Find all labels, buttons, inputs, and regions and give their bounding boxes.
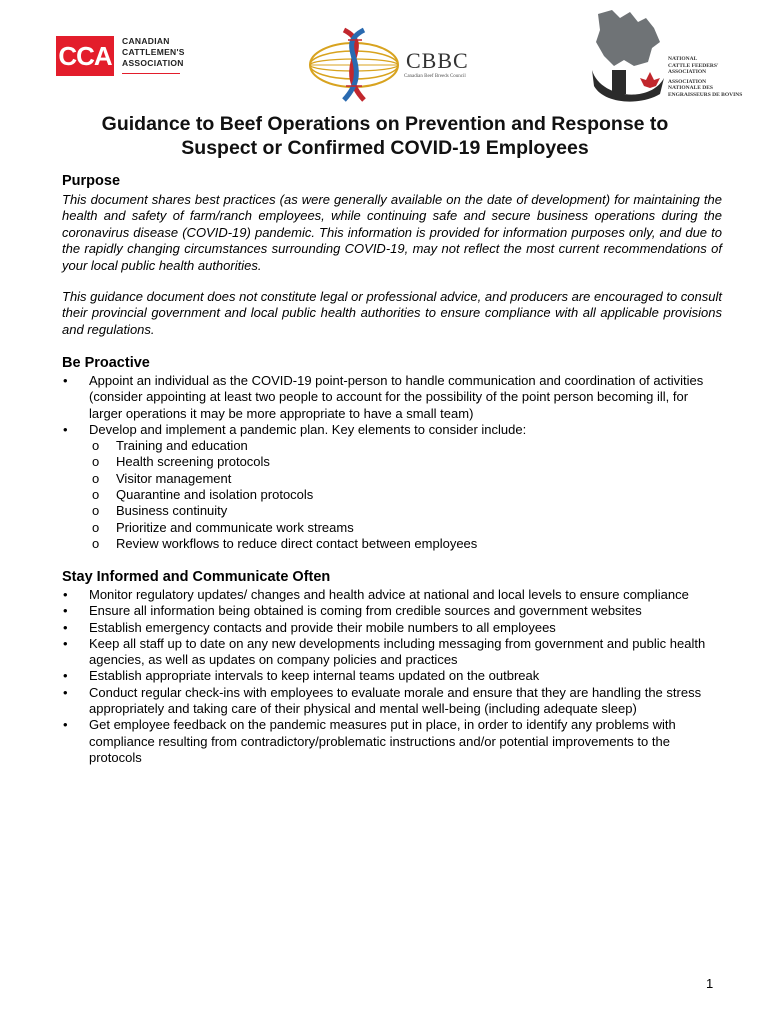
list-item: o Training and education bbox=[92, 438, 248, 454]
ncfa-logo bbox=[590, 8, 666, 109]
stay-informed-list bbox=[62, 587, 722, 766]
document-title bbox=[60, 112, 710, 160]
list-item: • Get employee feedback on the pandemic measures put in place, in order to identify any problems with compliance resulting from contradictory/problematic instructions and/or potential improvements to the protocols bbox=[63, 717, 676, 765]
be-proactive-list bbox=[62, 373, 722, 552]
list-item: o Visitor management bbox=[92, 470, 232, 486]
stay-informed-heading: Stay Informed and Communicate Often bbox=[62, 569, 331, 585]
pandemic-plan-sublist bbox=[89, 438, 722, 552]
cca-logo bbox=[56, 36, 185, 76]
list-item: o Prioritize and communicate work streams bbox=[92, 519, 354, 535]
purpose-paragraph-2: This guidance document does not constitute legal or professional advice, and producers are encouraged to consult their provincial government and local public health authorities to ensure compliance with all applicable provisions and regulations. bbox=[62, 289, 722, 337]
list-item: • Keep all staff up to date on any new developments including messaging from government and public health agencies, as well as updates on company policies and practices bbox=[63, 635, 706, 668]
purpose-heading: Purpose bbox=[62, 173, 121, 189]
cbbc-logo-name: Canadian Beef Breeds Council bbox=[404, 74, 466, 79]
list-item: o Business continuity bbox=[92, 503, 228, 519]
list-item: o Quarantine and isolation protocols bbox=[92, 487, 314, 503]
cca-logo-mark: CCA bbox=[56, 36, 114, 76]
list-item: • Establish appropriate intervals to keep internal teams updated on the outbreak bbox=[63, 668, 540, 684]
list-item: • Ensure all information being obtained is coming from credible sources and government websites bbox=[63, 603, 642, 619]
ncfa-logo-name: NATIONAL CATTLE FEEDERS' ASSOCIATION ASSOCIATION NATIONALE DES ENGRAISSEURS DE BOVINS bbox=[668, 56, 743, 98]
cbbc-logo bbox=[306, 26, 469, 109]
dna-helix-icon bbox=[306, 26, 406, 104]
list-item: • Appoint an individual as the COVID-19 point-person to handle communication and coordination of activities (consider appointing at least two people to account for the possibility of the point person becoming ill, for larger operations it may be more appropriate to have a small team) bbox=[63, 373, 704, 421]
title-line-1: Guidance to Beef Operations on Prevention and Response to bbox=[101, 113, 669, 135]
list-item: o Review workflows to reduce direct contact between employees bbox=[92, 535, 478, 551]
list-item: • Monitor regulatory updates/ changes and health advice at national and local levels to ensure compliance bbox=[63, 587, 689, 602]
purpose-paragraph-1: This document shares best practices (as were generally available on the date of development) for maintaining the health and safety of farm/ranch employees, while continuing safe and secure business operations during the coronavirus disease (COVID-19) pandemic. This information is provided for information purposes only, and due to the rapidly changing circumstances surrounding COVID-19, may not reflect the most current recommendations of your local public health authorities. bbox=[62, 192, 722, 273]
canada-map-icon bbox=[590, 8, 666, 104]
list-item: • Conduct regular check-ins with employees to evaluate morale and ensure that they are handling the stress appropriately and taking care of their physical and mental well-being (including adequate sleep) bbox=[63, 684, 702, 717]
be-proactive-heading: Be Proactive bbox=[62, 355, 150, 371]
cbbc-logo-mark: CBBC bbox=[406, 48, 469, 73]
title-line-2: Suspect or Confirmed COVID-19 Employees bbox=[181, 137, 589, 159]
list-item: • Develop and implement a pandemic plan. Key elements to consider include: o Training and education o Health screening protocols o Visitor management o Quarantine and isolation protocols o Business continuity o Prioritize and communicate work streams o Review workflows to reduce direct contact between employees bbox=[62, 422, 722, 552]
list-item: o Health screening protocols bbox=[92, 454, 270, 470]
header-logos bbox=[0, 0, 770, 110]
list-item: • Establish emergency contacts and provide their mobile numbers to all employees bbox=[63, 619, 556, 635]
cca-logo-name: CANADIAN CATTLEMEN'S ASSOCIATION bbox=[122, 36, 185, 74]
page-number: 1 bbox=[706, 976, 714, 991]
